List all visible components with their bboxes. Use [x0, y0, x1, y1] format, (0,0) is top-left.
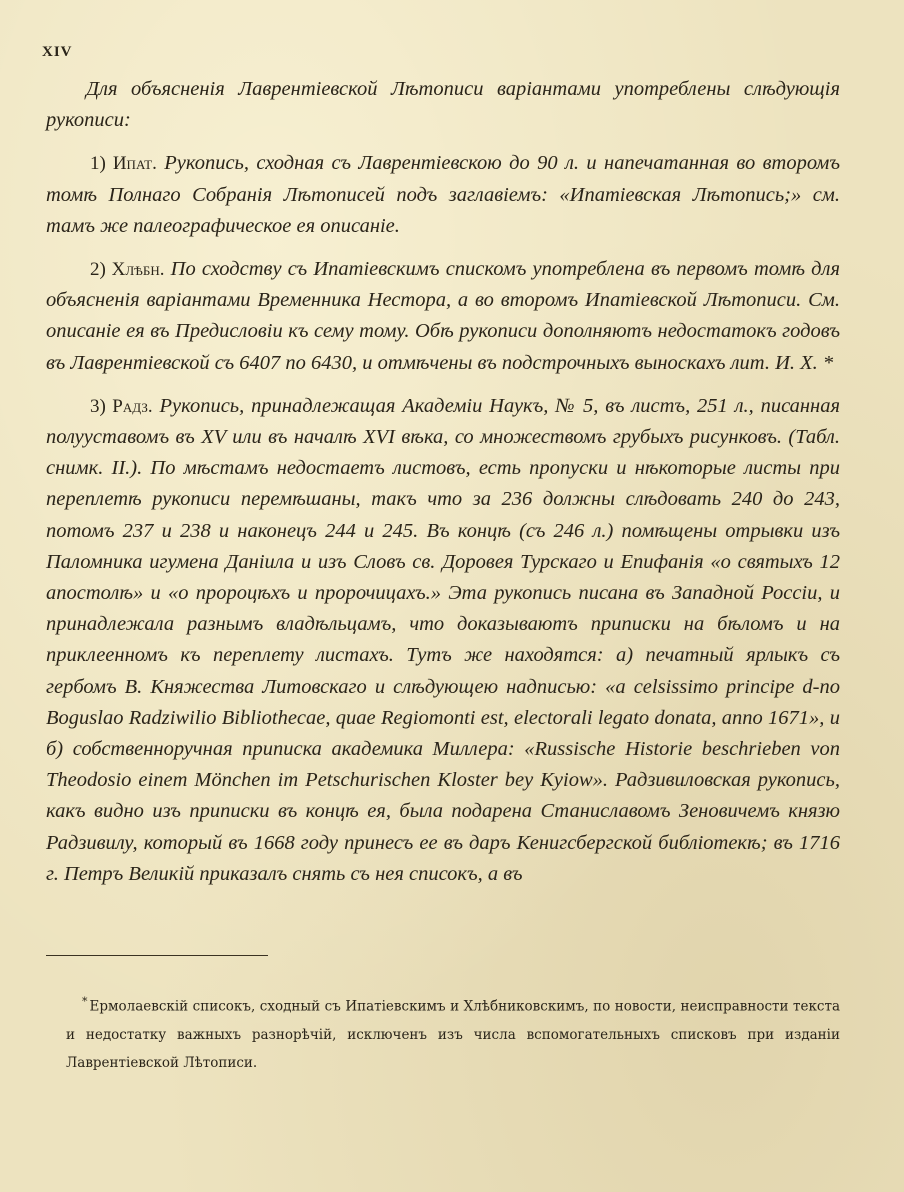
page-number: XIV: [42, 44, 73, 60]
intro-text: Для объясненія Лаврентіевской Лѣтописи варіантами употреблены слѣдующія рукописи:: [46, 78, 840, 132]
paragraph-ipat: [46, 148, 840, 242]
paragraph-ipat-label: 1) Ипат.: [90, 153, 157, 175]
footnote-text: Ермолаевскій списокъ, сходный съ Ипатіевскимъ и Хлѣбниковскимъ, по новости, неисправности текста и недостатку важныхъ разнорѣчій, исключенъ изъ числа вспомогательныхъ списковъ при изданіи Лаврентіевской Лѣтописи.: [66, 998, 840, 1071]
paragraph-radz: [46, 391, 840, 890]
footnote-divider: [46, 955, 268, 956]
paragraph-khlebn-label: 2) Хлѣбн.: [90, 259, 165, 281]
footnote: [66, 988, 840, 1077]
body-text: [46, 74, 840, 902]
paragraph-ipat-text: Рукопись, сходная съ Лаврентіевскою до 90 л. и напечатанная во второмъ томѣ Полнаго Собранія Лѣтописей подъ заглавіемъ: «Ипатіевская Лѣтопись;» см. тамъ же палеографическое ея описаніе.: [46, 152, 841, 237]
paragraph-radz-text: Рукопись, принадлежащая Академіи Наукъ, № 5, въ листъ, 251 л., писанная полууставомъ въ XV или въ началѣ XVI вѣка, со множествомъ грубыхъ рисунковъ. (Табл. снимк. II.). По мѣстамъ недостаетъ листовъ, есть пропуски и нѣкоторые листы при переплетѣ рукописи перемѣшаны, такъ что за 236 должны слѣдовать 240 до 243, потомъ 237 и 238 и наконецъ 244 и 245. Въ концѣ (съ 246 л.) помѣщены отрывки изъ Паломника игумена Даніила и изъ Словъ св. Доровея Турскаго и Епифанія «о святыхъ 12 апостолѣ» и «о пророцѣхъ и пророчицахъ.» Эта рукопись писана въ Западной Россіи, и принадлежала разнымъ владѣльцамъ, что доказываютъ приписки на бѣломъ и на приклеенномъ къ переплету листахъ. Тутъ же находятся: а) печатный ярлыкъ съ гербомъ В. Княжества Литовскаго и слѣдующею надписью: «a celsissimo principe d-no Boguslao Radziwilio Bibliothecae, quae Regiomonti est, electorali legato donata, anno 1671», и б) собственноручная приписка академика Миллера: «Russische Historie beschrieben von Theodosio einem Mönchen im Petschurischen Kloster bey Kyiow». Радзивиловская рукопись, какъ видно изъ приписки въ концѣ ея, была подарена Станиславомъ Зеновичемъ князю Радзивилу, который въ 1668 году принесъ ее въ даръ Кенигсбергской библіотекѣ; въ 1716 г. Петръ Великій приказалъ снять съ нея списокъ, а въ: [46, 394, 841, 885]
paragraph-khlebn: [46, 254, 840, 379]
paragraph-radz-label: 3) Радз.: [90, 395, 153, 417]
intro-paragraph: [46, 74, 840, 136]
paragraph-khlebn-text: По сходству съ Ипатіевскимъ спискомъ употреблена въ первомъ томѣ для объясненія варіантами Временника Нестора, а во второмъ Ипатіевской Лѣтописи. См. описаніе ея въ Предисловіи къ сему тому. Обѣ рукописи дополняютъ недостатокъ годовъ въ Лаврентіевской съ 6407 по 6430, и отмѣчены въ подстрочныхъ выноскахъ лит. И. Х. *: [46, 258, 841, 374]
footnote-mark: *: [82, 995, 88, 1008]
